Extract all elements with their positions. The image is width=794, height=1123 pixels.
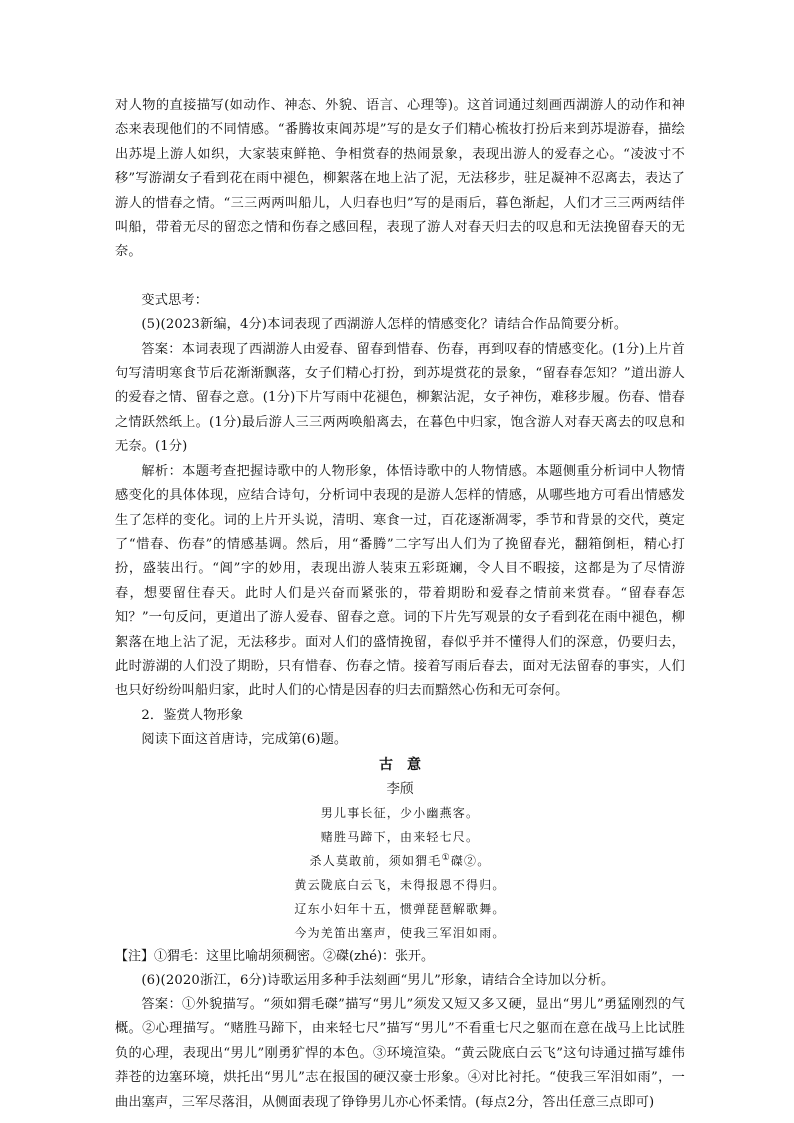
poem-author: 李颀: [386, 780, 414, 797]
poem-footnote: 【注】①猬毛：这里比喻胡须稠密。②磔(zhé)：张开。: [115, 948, 435, 964]
poem-line-5-text: 辽东小妇年十五，惯弹琵琶解歌舞。: [294, 901, 506, 916]
section-2-heading: 2．鉴赏人物形象: [141, 707, 244, 723]
poem-line-4-text: 黄云陇底白云飞，未得报恩不得归。: [294, 877, 506, 892]
poem-title: 古意: [379, 756, 435, 773]
answer-6: 答案：①外貌描写。“须如猬毛磔”描写“男儿”须发又短又多又硬，显出“男儿”勇猛刚烈的气概。②心理描写。“赌胜马蹄下，由来轻七尺”描写“男儿”不看重七尺之躯而在意在战马上比试胜负的心理，表现出“男儿”刚勇犷悍的本色。③环境渲染。“黄云陇底白云飞”这句诗通过描写雄伟莽苍的边塞环境，烘托出“男儿”志在报国的硬汉豪士形象。④对比衬托。“使我三军泪如雨”，一曲出塞声，三军尽落泪，从侧面表现了铮铮男儿亦心怀柔情。(每点2分，答出任意三点即可): [115, 996, 685, 1110]
poem-line-2: [115, 825, 685, 849]
poem-line-4: [115, 873, 685, 897]
poem-line-3-tail: 磔②。: [450, 853, 491, 868]
analysis-5: 解析：本题考查把握诗歌中的人物形象，体悟诗歌中的人物情感。本题侧重分析词中人物情感变化的具体体现，应结合诗句，分析词中表现的是游人怎样的情感，从哪些地方可看出情感发生了怎样的变化。词的上片开头说，清明、寒食一过，百花逐渐凋零，季节和背景的交代，奠定了“惜春、伤春”的情感基调。然后，用“番腾”二字写出人们为了挽留春光，翻箱倒柜，精心打扮，盛装出行。“阊”字的妙用，表现出游人装束五彩斑斓，令人目不暇接，这都是为了尽情游春，想要留住春天。此时人们是兴奋而紧张的，带着期盼和爱春之情前来赏春。“留春春怎知？”一句反问，更道出了游人爱春、留春之意。词的下片先写观景的女子看到花在雨中褪色，柳絮落在地上沾了泥，无法移步。面对人们的盛情挽留，春似乎并不懂得人们的深意，仍要归去，此时游湖的人们没了期盼，只有惜春、伤春之情。接着写雨后春去，面对无法留春的事实，人们也只好纷纷叫船归家，此时人们的心情是因春的归去而黯然心伤和无可奈何。: [115, 463, 685, 699]
poem-line-6: [115, 921, 685, 945]
continued-analysis-paragraph: 对人物的直接描写(如动作、神态、外貌、语言、心理等)。这首词通过刻画西湖游人的动作和神态来表现他们的不同情感。“番腾妆束阊苏堤”写的是女子们精心梳妆打扮后来到苏堤游春，描绘出苏堤上游人如织，大家装束鲜艳、争相赏春的热闹景象，表现出游人的爱春之心。“凌波寸不移”写游湖女子看到花在雨中褪色，柳絮落在地上沾了泥，无法移步，驻足凝神不忍离去，表达了游人的惜春之情。“三三两两叫船儿，人归春也归”写的是雨后，暮色渐起，人们才三三两两结伴叫船，带着无尽的留恋之情和伤春之感回程，表现了游人对春天归去的叹息和无法挽留春天的无奈。: [115, 98, 685, 260]
question-5: (5)(2023新编，4分)本词表现了西湖游人怎样的情感变化？请结合作品简要分析。: [141, 317, 628, 333]
poem-line-1: [115, 801, 685, 825]
section-2-instruction: 阅读下面这首唐诗，完成第(6)题。: [141, 732, 348, 748]
variant-heading: 变式思考：: [141, 292, 209, 308]
poem-line-5: [115, 897, 685, 921]
poem-line-3-text: 杀人莫敢前，须如猬毛: [309, 853, 442, 868]
footnote-marker-1: ①: [441, 852, 451, 863]
poem-line-2-text: 赌胜马蹄下，由来轻七尺。: [320, 829, 480, 844]
document-body: [115, 94, 685, 1115]
poem-line-3: [115, 849, 685, 873]
question-6: (6)(2020浙江，6分)诗歌运用多种手法刻画“男儿”形象，请结合全诗加以分析。: [141, 972, 615, 988]
answer-5: 答案：本词表现了西湖游人由爱春、留春到惜春、伤春，再到叹春的情感变化。(1分)上片首句写清明寒食节后花渐渐飘落，女子们精心打扮，到苏堤赏花的景象，“留春春怎知？”道出游人的爱春之情、留春之意。(1分)下片写雨中花褪色，柳絮沾泥，女子神伤，难移步履。伤春、惜春之情跃然纸上。(1分)最后游人三三两两唤船离去，在暮色中归家，饱含游人对春天离去的叹息和无奈。(1分): [115, 341, 685, 455]
poem-line-6-text: 今为羌笛出塞声，使我三军泪如雨。: [294, 925, 506, 940]
paragraph-gap: [115, 265, 685, 289]
poem-line-1-text: 男儿事长征，少小幽燕客。: [320, 805, 480, 820]
